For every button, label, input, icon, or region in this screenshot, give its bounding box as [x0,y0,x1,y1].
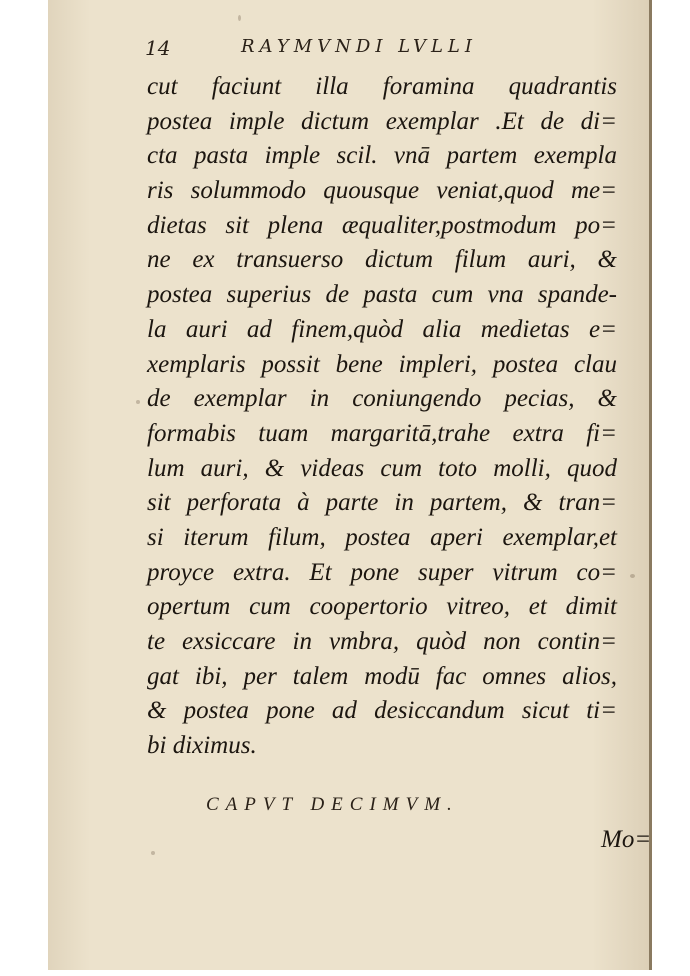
text-line: formabis tuam margaritā,trahe extra fi= [147,419,617,447]
text-line: ris solummodo quousque veniat,quod me= [147,177,617,205]
text-line: te exsiccare in vmbra, quòd non contin= [147,628,617,655]
page-number: 14 [145,36,171,60]
text-line: cut faciunt illa foramina quadrantis [147,73,617,100]
text-line: & postea pone ad desiccandum sicut ti= [147,697,617,725]
text-line: si iterum filum, postea aperi exemplar,et [147,523,617,551]
text-line: proyce extra. Et pone super vitrum co= [147,558,617,586]
text-line: cta pasta imple scil. vnā partem exempla [147,142,617,170]
text-line: ne ex transuerso dictum filum auri, & [147,246,617,274]
text-line: de exemplar in coniungendo pecias, & [147,385,617,413]
page-header [48,36,652,66]
ink-speck [630,574,635,578]
book-page [48,0,652,970]
text-line: sit perforata à parte in partem, & tran= [147,489,617,517]
ink-speck [151,851,155,855]
page-edge [649,0,652,970]
chapter-heading: CAPVT DECIMVM. [206,794,459,815]
ink-speck [238,15,241,21]
body-text [147,70,617,764]
text-line: lum auri, & videas cum toto molli, quod [147,454,617,482]
text-line: opertum cum coopertorio vitreo, et dimit [147,593,617,621]
text-line: xemplaris possit bene impleri, postea clau [147,350,617,378]
text-line: bi diximus. [147,732,257,760]
text-line: postea superius de pasta cum vna spande- [147,281,617,309]
text-line: la auri ad finem,quòd alia medietas e= [147,315,617,343]
running-head: RAYMVNDI LVLLI [241,36,477,57]
ink-speck [136,400,140,404]
text-line: gat ibi, per talem modū fac omnes alios, [147,662,617,690]
text-line: dietas sit plena æqualiter,postmodum po= [147,211,617,239]
text-line: postea imple dictum exemplar .Et de di= [147,107,617,135]
catchword: Mo= [601,826,652,853]
